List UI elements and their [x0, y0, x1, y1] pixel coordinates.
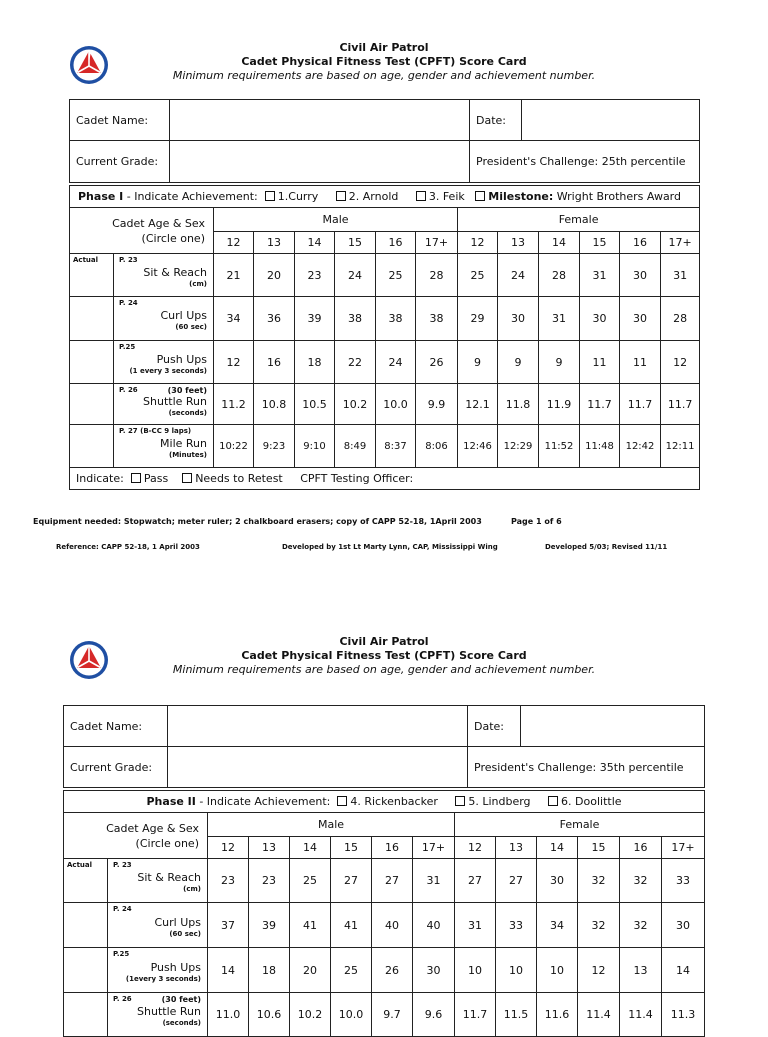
achievement-label: 6. Doolittle	[561, 795, 622, 808]
score-cell: 12	[578, 948, 620, 993]
achievement-label: 2. Arnold	[348, 190, 399, 203]
achievement-checkbox[interactable]	[548, 796, 558, 806]
score-cell: 31	[455, 903, 496, 948]
score-cell: 30	[413, 948, 455, 993]
phase-name: Phase I	[78, 190, 124, 203]
event-distance: (30 feet)	[167, 386, 207, 395]
event-row	[70, 384, 700, 425]
actual-score-cell[interactable]	[70, 297, 114, 341]
score-cell: 28	[539, 254, 580, 297]
score-cell: 37	[208, 903, 249, 948]
score-cell: 38	[416, 297, 458, 341]
circle-one-label: (Circle one)	[141, 231, 205, 245]
current-grade-label: Current Grade:	[70, 141, 170, 183]
card1-info-table	[69, 99, 700, 183]
achievement-checkbox[interactable]	[455, 796, 465, 806]
score-cell: 40	[413, 903, 455, 948]
age-sex-header	[64, 813, 208, 859]
score-cell: 20	[290, 948, 331, 993]
score-cell: 30	[620, 297, 661, 341]
current-grade-field[interactable]	[168, 747, 468, 788]
date-field[interactable]	[521, 706, 705, 747]
score-cell: 34	[214, 297, 254, 341]
achievement-checkbox[interactable]	[336, 191, 346, 201]
actual-score-cell[interactable]	[70, 384, 114, 425]
age-col-female-14[interactable]: 14	[537, 837, 578, 859]
equipment-note: Equipment needed: Stopwatch; meter ruler; 2 chalkboard erasers; copy of CAPP 52-18, 1April 2003	[33, 517, 482, 526]
score-cell: 32	[578, 859, 620, 903]
milestone-value: Wright Brothers Award	[556, 190, 681, 203]
event-name: Push Ups	[150, 960, 201, 974]
score-cell: 12:29	[498, 425, 539, 468]
score-cell: 25	[458, 254, 498, 297]
score-cell: 10	[455, 948, 496, 993]
score-cell: 31	[413, 859, 455, 903]
event-label	[108, 993, 208, 1037]
score-cell: 11:52	[539, 425, 580, 468]
org-name: Civil Air Patrol	[339, 635, 429, 648]
event-row	[64, 993, 705, 1037]
reference-note: Reference: CAPP 52-18, 1 April 2003	[56, 543, 200, 551]
card2-header	[0, 635, 768, 677]
event-label	[114, 384, 214, 425]
cadet-name-label: Cadet Name:	[64, 706, 168, 747]
retest-label: Needs to Retest	[195, 472, 283, 485]
event-name: Shuttle Run	[137, 1005, 201, 1018]
age-col-female-16[interactable]: 16	[620, 232, 661, 254]
event-name: Mile Run	[160, 436, 207, 450]
score-cell: 12:46	[458, 425, 498, 468]
presidents-challenge: President's Challenge: 35th percentile	[468, 747, 705, 788]
score-cell: 10.5	[295, 384, 335, 425]
score-cell: 31	[539, 297, 580, 341]
score-cell: 38	[376, 297, 416, 341]
age-sex-label: Cadet Age & Sex	[106, 821, 199, 835]
achievement-checkbox[interactable]	[265, 191, 275, 201]
score-cell: 8:37	[376, 425, 416, 468]
score-cell: 32	[620, 859, 662, 903]
score-cell: 11.4	[578, 993, 620, 1037]
score-cell: 24	[335, 254, 376, 297]
event-unit: (seconds)	[162, 1019, 201, 1027]
actual-score-cell[interactable]: Actual	[64, 859, 108, 903]
indicate-label: Indicate:	[76, 472, 124, 485]
score-cell: 28	[416, 254, 458, 297]
score-cell: 24	[376, 341, 416, 384]
event-row	[70, 341, 700, 384]
event-label	[114, 341, 214, 384]
event-label	[108, 859, 208, 903]
score-cell: 12	[661, 341, 700, 384]
cadet-name-field[interactable]	[168, 706, 468, 747]
score-cell: 18	[295, 341, 335, 384]
score-cell: 10	[537, 948, 578, 993]
score-cell: 12:42	[620, 425, 661, 468]
developed-date-note: Developed 5/03; Revised 11/11	[545, 543, 668, 551]
score-cell: 23	[208, 859, 249, 903]
score-cell: 14	[662, 948, 705, 993]
event-page-ref: P. 27 (B-CC 9 laps)	[119, 427, 192, 435]
age-col-female-13[interactable]: 13	[498, 232, 539, 254]
achievement-label: 4. Rickenbacker	[350, 795, 438, 808]
date-field[interactable]	[522, 100, 700, 141]
event-name: Curl Ups	[154, 915, 201, 929]
score-cell: 38	[335, 297, 376, 341]
retest-checkbox[interactable]	[182, 473, 192, 483]
achievement-label: 3. Feik	[428, 190, 465, 203]
age-col-female-17plus[interactable]: 17+	[661, 232, 700, 254]
score-cell: 11.6	[537, 993, 578, 1037]
score-cell: 12	[214, 341, 254, 384]
age-col-male-16[interactable]: 16	[372, 837, 413, 859]
age-sex-header	[70, 208, 214, 254]
event-page-ref: P. 26	[119, 386, 138, 394]
score-cell: 11.0	[208, 993, 249, 1037]
score-cell: 31	[580, 254, 620, 297]
age-col-male-17plus[interactable]: 17+	[416, 232, 458, 254]
age-col-male-16[interactable]: 16	[376, 232, 416, 254]
event-row	[64, 948, 705, 993]
score-cell: 25	[290, 859, 331, 903]
score-cell: 11.3	[662, 993, 705, 1037]
score-cell: 11.2	[214, 384, 254, 425]
score-cell: 31	[661, 254, 700, 297]
event-row	[70, 425, 700, 468]
event-row	[70, 254, 700, 297]
score-cell: 39	[295, 297, 335, 341]
age-col-male-12[interactable]: 12	[214, 232, 254, 254]
current-grade-label: Current Grade:	[64, 747, 168, 788]
score-cell: 32	[578, 903, 620, 948]
card2-score-table	[63, 790, 705, 1037]
event-label	[108, 903, 208, 948]
score-cell: 27	[372, 859, 413, 903]
male-header: Male	[208, 813, 455, 837]
score-cell: 27	[455, 859, 496, 903]
event-unit: (seconds)	[168, 408, 207, 417]
score-cell: 22	[335, 341, 376, 384]
score-cell: 12:11	[661, 425, 700, 468]
event-page-ref: P. 23	[119, 256, 138, 264]
score-cell: 8:06	[416, 425, 458, 468]
event-name: Curl Ups	[160, 309, 207, 322]
card-subtitle: Minimum requirements are based on age, gender and achievement number.	[172, 69, 596, 82]
age-col-female-17plus[interactable]: 17+	[662, 837, 705, 859]
actual-score-cell[interactable]	[70, 341, 114, 384]
org-name: Civil Air Patrol	[339, 41, 429, 54]
age-col-male-13[interactable]: 13	[254, 232, 295, 254]
score-cell: 9	[539, 341, 580, 384]
event-distance: (30 feet)	[161, 995, 201, 1004]
event-name: Sit & Reach	[143, 265, 207, 279]
score-cell: 27	[496, 859, 537, 903]
score-cell: 30	[580, 297, 620, 341]
card1-header	[0, 41, 768, 83]
card-title: Cadet Physical Fitness Test (CPFT) Score Card	[241, 649, 527, 662]
card-title: Cadet Physical Fitness Test (CPFT) Score Card	[241, 55, 527, 68]
female-header: Female	[455, 813, 705, 837]
score-cell: 11.7	[661, 384, 700, 425]
age-col-female-16[interactable]: 16	[620, 837, 662, 859]
event-page-ref: P.25	[113, 950, 130, 958]
score-cell: 14	[208, 948, 249, 993]
event-page-ref: P. 24	[119, 299, 138, 307]
pass-label: Pass	[143, 472, 169, 485]
score-cell: 26	[416, 341, 458, 384]
milestone-label: Milestone:	[488, 190, 554, 203]
presidents-challenge: President's Challenge: 25th percentile	[470, 141, 700, 183]
score-cell: 10.2	[290, 993, 331, 1037]
male-header: Male	[214, 208, 458, 232]
score-cell: 33	[496, 903, 537, 948]
achievement-checkbox[interactable]	[416, 191, 426, 201]
score-cell: 11.8	[498, 384, 539, 425]
milestone-checkbox[interactable]	[475, 191, 485, 201]
score-cell: 25	[376, 254, 416, 297]
score-cell: 16	[254, 341, 295, 384]
phase-name: Phase II	[146, 795, 196, 808]
score-cell: 8:49	[335, 425, 376, 468]
score-cell: 34	[537, 903, 578, 948]
event-unit: (1 every 3 seconds)	[129, 366, 207, 375]
score-cell: 41	[290, 903, 331, 948]
score-cell: 33	[662, 859, 705, 903]
score-cell: 30	[498, 297, 539, 341]
score-cell: 23	[249, 859, 290, 903]
score-cell: 30	[620, 254, 661, 297]
score-cell: 10.8	[254, 384, 295, 425]
score-cell: 32	[620, 903, 662, 948]
score-cell: 9.7	[372, 993, 413, 1037]
actual-score-cell[interactable]	[64, 903, 108, 948]
age-col-male-15[interactable]: 15	[335, 232, 376, 254]
score-cell: 11.7	[455, 993, 496, 1037]
score-cell: 10.2	[335, 384, 376, 425]
page-number: Page 1 of 6	[511, 517, 562, 526]
testing-officer-label: CPFT Testing Officer:	[300, 472, 414, 485]
event-page-ref: P. 26	[113, 995, 132, 1003]
cadet-name-field[interactable]	[170, 100, 470, 141]
score-cell: 21	[214, 254, 254, 297]
score-cell: 39	[249, 903, 290, 948]
achievement-label: 1.Curry	[277, 190, 319, 203]
score-cell: 9.9	[416, 384, 458, 425]
achievement-label: 5. Lindberg	[468, 795, 531, 808]
score-cell: 27	[331, 859, 372, 903]
phase-row	[64, 791, 705, 813]
age-col-female-12[interactable]: 12	[458, 232, 498, 254]
actual-score-cell[interactable]	[64, 948, 108, 993]
score-cell: 41	[331, 903, 372, 948]
score-cell: 29	[458, 297, 498, 341]
date-label: Date:	[468, 706, 521, 747]
event-row	[64, 859, 705, 903]
actual-score-cell[interactable]	[70, 425, 114, 468]
score-cell: 13	[620, 948, 662, 993]
event-unit: (cm)	[183, 885, 201, 893]
score-cell: 28	[661, 297, 700, 341]
score-cell: 30	[537, 859, 578, 903]
age-col-male-12[interactable]: 12	[208, 837, 249, 859]
score-cell: 9.6	[413, 993, 455, 1037]
age-col-female-15[interactable]: 15	[580, 232, 620, 254]
cadet-name-label: Cadet Name:	[70, 100, 170, 141]
event-name: Sit & Reach	[137, 871, 201, 884]
achievement-checkbox[interactable]	[337, 796, 347, 806]
card-subtitle: Minimum requirements are based on age, gender and achievement number.	[172, 663, 596, 676]
score-cell: 11	[580, 341, 620, 384]
score-cell: 9	[498, 341, 539, 384]
event-unit: (60 sec)	[169, 929, 201, 938]
score-cell: 24	[498, 254, 539, 297]
age-col-female-15[interactable]: 15	[578, 837, 620, 859]
score-cell: 11:48	[580, 425, 620, 468]
age-col-female-13[interactable]: 13	[496, 837, 537, 859]
footer-row	[70, 468, 700, 490]
score-cell: 10.0	[331, 993, 372, 1037]
actual-score-cell[interactable]	[64, 993, 108, 1037]
score-cell: 9	[458, 341, 498, 384]
date-label: Date:	[470, 100, 522, 141]
age-col-male-14[interactable]: 14	[295, 232, 335, 254]
phase-instruction: - Indicate Achievement:	[195, 795, 331, 808]
card1-score-table	[69, 185, 700, 490]
event-label	[108, 948, 208, 993]
event-page-ref: P. 24	[113, 905, 132, 913]
score-cell: 18	[249, 948, 290, 993]
age-sex-label: Cadet Age & Sex	[112, 216, 205, 230]
event-name: Push Ups	[156, 352, 207, 366]
age-col-female-14[interactable]: 14	[539, 232, 580, 254]
score-cell: 30	[662, 903, 705, 948]
score-cell: 9:10	[295, 425, 335, 468]
score-cell: 23	[295, 254, 335, 297]
age-col-male-13[interactable]: 13	[249, 837, 290, 859]
score-cell: 11	[620, 341, 661, 384]
score-cell: 25	[331, 948, 372, 993]
circle-one-label: (Circle one)	[135, 836, 199, 850]
developed-by-note: Developed by 1st Lt Marty Lynn, CAP, Mississippi Wing	[282, 543, 498, 551]
event-label	[114, 254, 214, 297]
age-col-male-17plus[interactable]: 17+	[413, 837, 455, 859]
score-cell: 11.7	[620, 384, 661, 425]
female-header: Female	[458, 208, 700, 232]
score-cell: 11.9	[539, 384, 580, 425]
event-name: Shuttle Run	[143, 394, 207, 408]
event-page-ref: P.25	[119, 343, 136, 351]
score-cell: 20	[254, 254, 295, 297]
event-row	[70, 297, 700, 341]
age-col-male-14[interactable]: 14	[290, 837, 331, 859]
score-cell: 11.5	[496, 993, 537, 1037]
score-cell: 9:23	[254, 425, 295, 468]
event-unit: (60 sec)	[175, 323, 207, 331]
score-cell: 10:22	[214, 425, 254, 468]
current-grade-field[interactable]	[170, 141, 470, 183]
event-row	[64, 903, 705, 948]
score-cell: 36	[254, 297, 295, 341]
age-col-female-12[interactable]: 12	[455, 837, 496, 859]
event-page-ref: P. 23	[113, 861, 132, 869]
score-cell: 11.7	[580, 384, 620, 425]
phase-instruction: - Indicate Achievement:	[123, 190, 258, 203]
event-unit: (Minutes)	[169, 450, 207, 459]
pass-checkbox[interactable]	[131, 473, 141, 483]
score-cell: 40	[372, 903, 413, 948]
score-cell: 12.1	[458, 384, 498, 425]
phase-row	[70, 186, 700, 208]
score-cell: 10.0	[376, 384, 416, 425]
event-unit: (cm)	[189, 279, 207, 288]
age-col-male-15[interactable]: 15	[331, 837, 372, 859]
score-cell: 11.4	[620, 993, 662, 1037]
actual-score-cell[interactable]: Actual	[70, 254, 114, 297]
event-unit: (1every 3 seconds)	[125, 974, 201, 983]
card2-info-table	[63, 705, 705, 788]
score-cell: 26	[372, 948, 413, 993]
score-cell: 10.6	[249, 993, 290, 1037]
event-label	[114, 297, 214, 341]
event-label	[114, 425, 214, 468]
score-cell: 10	[496, 948, 537, 993]
